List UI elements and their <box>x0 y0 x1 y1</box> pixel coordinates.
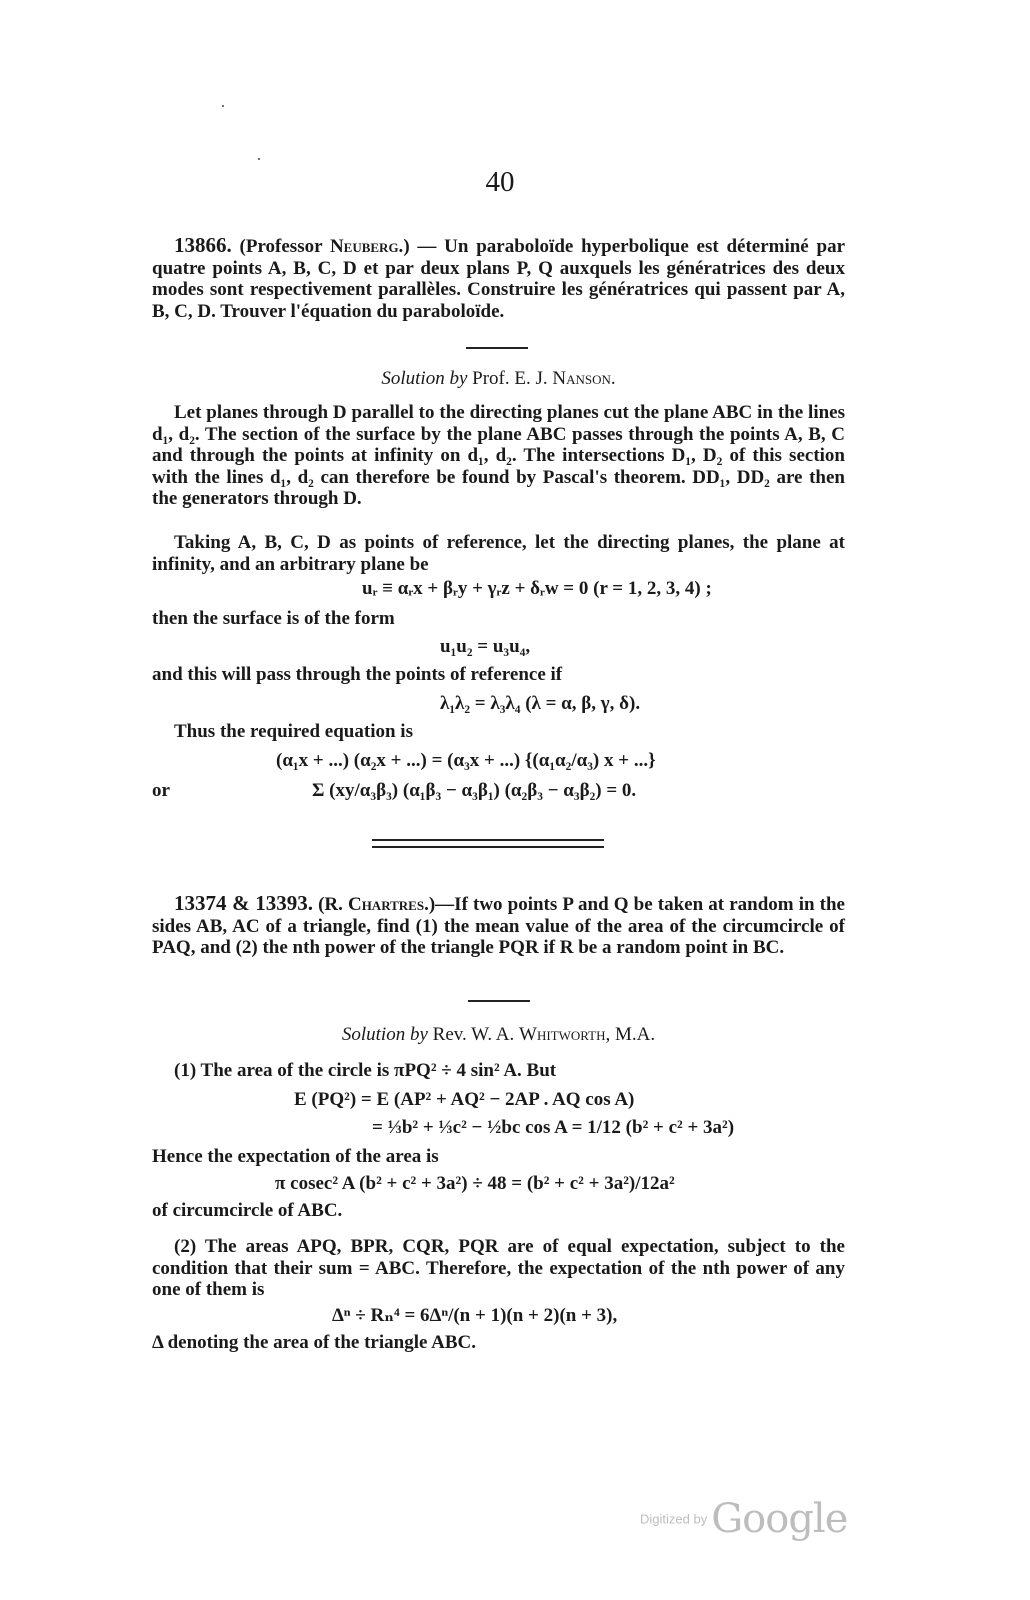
author-prefix: (R. <box>318 894 348 915</box>
author-suffix: ) <box>403 236 410 257</box>
text-line: Δ denoting the area of the triangle ABC. <box>152 1332 476 1353</box>
text-line: of circumcircle of ABC. <box>152 1200 343 1221</box>
text-line: and this will pass through the points of reference if <box>152 664 563 685</box>
page-number: 40 <box>485 166 515 198</box>
equation: λ₁λ₂ = λ₃λ₄ (λ = α, β, γ, δ). <box>440 693 641 714</box>
speck <box>222 105 224 107</box>
solution-paragraph: (2) The areas APQ, BPR, CQR, PQR are of equal expectation, subject to the condition that their sum = ABC. Therefore, the expectation of the nth power of any one of them is <box>152 1236 845 1301</box>
digitized-by-text: Digitized by <box>640 1511 708 1527</box>
solution-by-label: Solution by <box>381 368 468 389</box>
solution-paragraph: Taking A, B, C, D as points of reference, let the directing planes, the plane at infinity, and an arbitrary plane be <box>152 532 845 575</box>
solution-heading <box>152 368 845 390</box>
solution-paragraph: Let planes through D parallel to the directing planes cut the plane ABC in the lines d₁, d₂. The section of the surface by the plane ABC passes through the points A, B, C and through the points at infinity on d₁, d₂. The intersections D₁, D₂ of this section with the lines d₁, d₂ can therefore be found by Pascal's theorem. DD₁, DD₂ are then the generators through D. <box>152 402 845 510</box>
author-suffix: ) <box>428 894 436 915</box>
author-prefix: (Professor <box>239 236 330 257</box>
double-rule-top <box>372 839 604 841</box>
problem-number: 13866. <box>174 233 232 257</box>
text-line: then the surface is of the form <box>152 608 395 629</box>
solver-name: Nanson. <box>552 368 616 389</box>
problem-13866-statement <box>152 235 845 322</box>
digitized-watermark <box>640 1496 847 1542</box>
equation: E (PQ²) = E (AP² + AQ² − 2AP . AQ cos A) <box>294 1089 635 1110</box>
problem-13374-statement <box>152 893 845 959</box>
author-name: Chartres. <box>347 894 429 915</box>
solution-heading <box>152 1024 845 1046</box>
equation: Δⁿ ÷ Rₙ⁴ = 6Δⁿ/(n + 1)(n + 2)(n + 3), <box>332 1305 618 1326</box>
equation: π cosec² A (b² + c² + 3a²) ÷ 48 = (b² + c² + 3a²)/12a² <box>275 1173 675 1194</box>
equation: = ⅓b² + ⅓c² − ½bc cos A = 1/12 (b² + c² + 3a²) <box>372 1117 735 1138</box>
problem-text: — Un paraboloïde hyperbolique est déterminé par quatre points A, B, C, D et par deux plans P, Q auxquels les génératrices des deux modes sont respectivement parallèles. Construire les génératrices qui passent par A, B, C, D. Trouver l'équation du paraboloïde. <box>152 236 845 322</box>
solver-name: Whitworth <box>519 1024 606 1045</box>
equation: Σ (xy/α₃β₃) (α₁β₃ − α₃β₁) (α₂β₃ − α₃β₂) = 0. <box>312 780 637 801</box>
equation: uᵣ ≡ αᵣx + βᵣy + γᵣz + δᵣw = 0 (r = 1, 2, 3, 4) ; <box>362 578 712 599</box>
section-rule <box>466 347 528 349</box>
solution-by-label: Solution by <box>341 1024 428 1045</box>
problem-text: —If two points P and Q be taken at random in the sides AB, AC of a triangle, find (1) the mean value of the area of the circumcircle of PAQ, and (2) the nth power of the triangle PQR if R be a random point in BC. <box>152 894 845 959</box>
text-line: Thus the required equation is <box>174 721 413 742</box>
solver-prefix: Rev. W. A. <box>432 1024 520 1045</box>
section-rule <box>468 1000 530 1002</box>
equation: (α₁x + ...) (α₂x + ...) = (α₃x + ...) {(α₁α₂/α₃) x + ...} <box>276 750 656 771</box>
author-name: Neuberg. <box>329 236 404 257</box>
google-logo: Google <box>711 1496 848 1542</box>
solution-paragraph: (1) The area of the circle is πPQ² ÷ 4 sin² A. But <box>174 1060 557 1081</box>
solver-suffix: , M.A. <box>605 1024 656 1045</box>
double-rule-bottom <box>372 846 604 848</box>
solver-prefix: Prof. E. J. <box>472 368 553 389</box>
speck <box>258 158 260 160</box>
text-line: Hence the expectation of the area is <box>152 1146 439 1167</box>
problem-number: 13374 & 13393. <box>174 891 313 915</box>
equation: u₁u₂ = u₃u₄, <box>440 636 531 657</box>
or-label: or <box>152 780 170 801</box>
